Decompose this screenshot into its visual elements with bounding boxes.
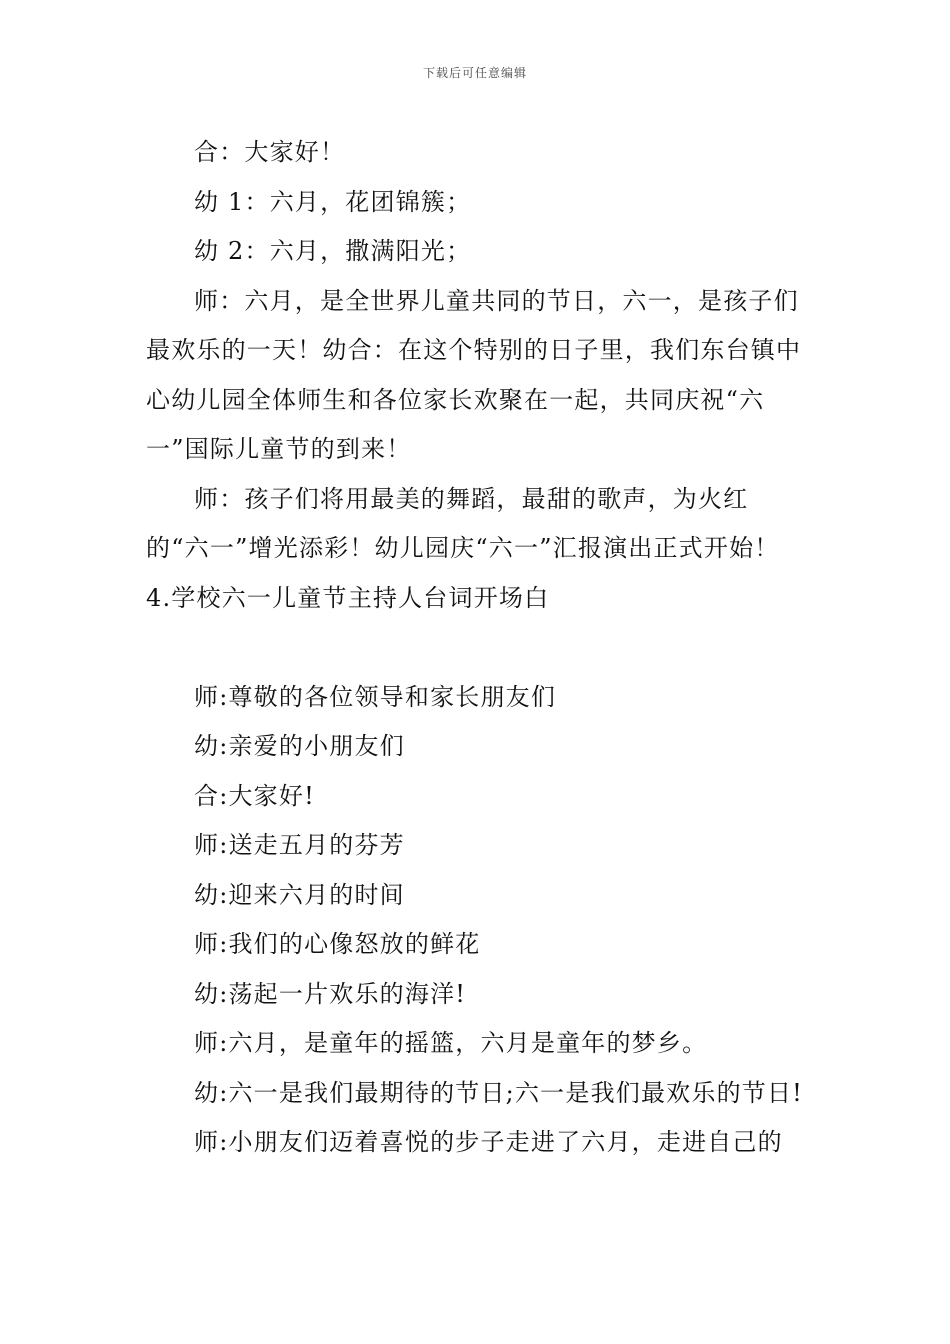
- script-line: 师:尊敬的各位领导和家长朋友们: [194, 682, 557, 711]
- section-heading: 4.学校六一儿童节主持人台词开场白: [146, 583, 550, 612]
- line-child2-june: 幼 2：六月，撒满阳光；: [194, 237, 472, 265]
- script-line: 幼:迎来六月的时间: [194, 880, 405, 909]
- script-line: 幼:荡起一片欢乐的海洋!: [194, 979, 467, 1008]
- script-line: 幼:六一是我们最期待的节日;六一是我们最欢乐的节日!: [194, 1078, 804, 1107]
- line-together-greeting: 合：大家好！: [194, 138, 346, 166]
- header-note: 下载后可任意编辑: [422, 66, 527, 80]
- script-line: 师:我们的心像怒放的鲜花: [194, 930, 481, 958]
- script-line: 师:送走五月的芬芳: [194, 831, 405, 859]
- paragraph-teacher-intro: 师：六月，是全世界儿童共同的节日，六一，是孩子们最欢乐的一天！幼合：在这个特别的日子里，我们东台镇中心幼儿园全体师生和各位家长欢聚在一起，共同庆祝“六一”国际儿童节的到来！: [146, 286, 802, 463]
- script-line: 幼:亲爱的小朋友们: [194, 732, 405, 760]
- paragraph-teacher-opening: 师：孩子们将用最美的舞蹈，最甜的歌声，为火红的“六一”增光添彩！幼儿园庆“六一”汇报演出正式开始！: [146, 484, 780, 562]
- blank-line: [146, 623, 806, 673]
- script-line: 师:六月，是童年的摇篮，六月是童年的梦乡。: [194, 1029, 708, 1057]
- line-child1-june: 幼 1：六月，花团锦簇；: [194, 187, 472, 216]
- script-line: 合:大家好!: [194, 781, 315, 810]
- script-line: 师:小朋友们迈着喜悦的步子走进了六月，走进自己的: [194, 1128, 783, 1156]
- document-body: [146, 128, 806, 1168]
